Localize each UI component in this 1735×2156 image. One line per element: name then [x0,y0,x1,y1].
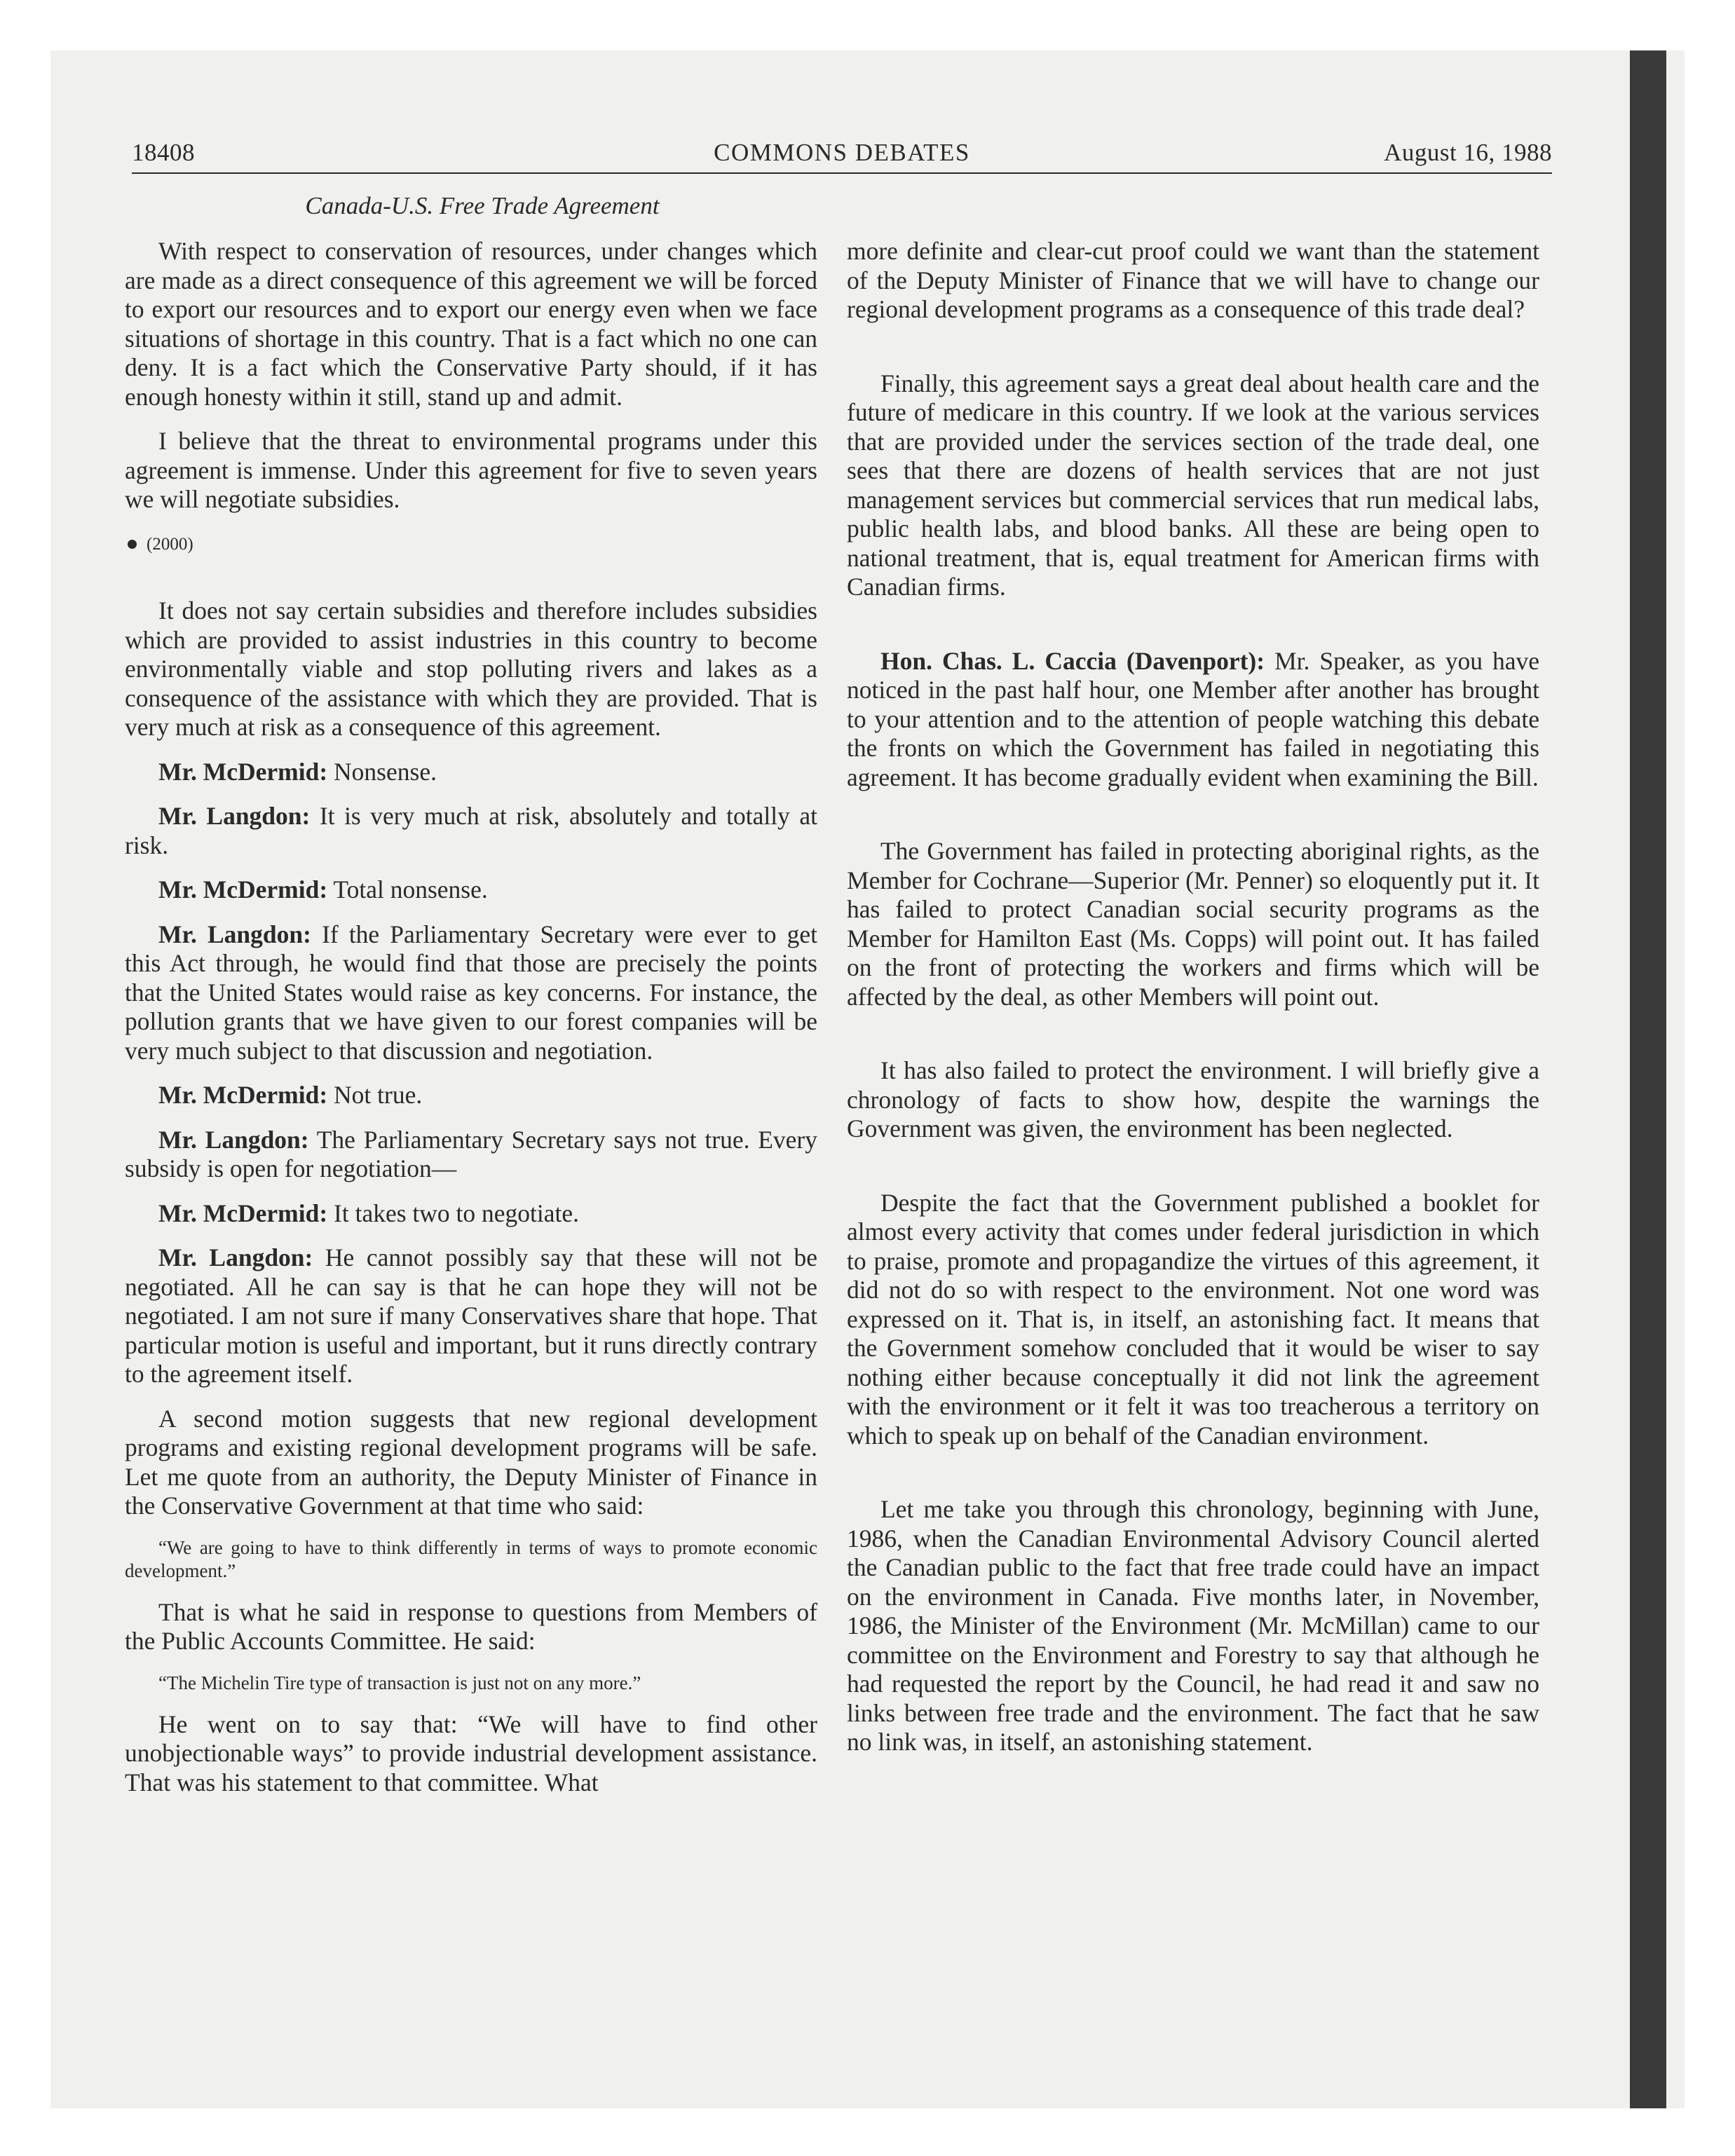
section-title: Canada-U.S. Free Trade Agreement [305,192,660,219]
speech-text: It takes two to negotiate. [327,1199,580,1227]
speech-entry [125,1126,817,1184]
speech-text: Not true. [327,1081,423,1109]
header-rule [132,172,1552,174]
bullet-icon [128,540,137,549]
speech-entry [125,875,817,905]
speech-text: The Parliamentary Secretary says not true. Every subsidy is open for negotiation— [125,1125,817,1182]
paragraph: A second motion suggests that new regional development programs and existing regional development programs will be safe. Let me quote from an authority, the Deputy Minister of Finance in the Conservative Government at that time who said: [125,1404,817,1520]
speech-entry [847,647,1539,793]
speaker-name: Mr. McDermid: [158,875,328,903]
left-column [125,237,817,1813]
paragraph: Finally, this agreement says a great deal about health care and the future of medicare in this country. If we look at the various services that are provided under the services section of the trade deal, one sees that there are dozens of health services that are not just management services but commercial services that run medical labs, public health labs, and blood banks. All these are being open to national treatment, that is, equal treatment for American firms with Canadian firms. [847,369,1539,601]
paragraph: Let me take you through this chronology, beginning with June, 1986, when the Canadian Environmental Advisory Council alerted the Canadian public to the fact that free trade could have an impact on the environment in Canada. Five months later, in November, 1986, the Minister of the Environment (Mr. McMillan) came to our committee on the Environment and Forestry to say that although he had requested the report by the Council, he had read it and saw no links between free trade and the environment. The fact that he saw no link was, in itself, an astonishing statement. [847,1495,1539,1756]
speech-text: Nonsense. [327,757,437,786]
paragraph: Despite the fact that the Government published a booklet for almost every activity that comes under federal jurisdiction in which to praise, promote and propagandize the virtues of this agreement, it did not do so with respect to the environment. Not one word was expressed on it. That is, in itself, an astonishing fact. It means that the Government somehow concluded that it would be wiser to say nothing either because conceptually it did not link the agreement with the environment or it felt it was too treacherous a territory on which to speak up on behalf of the Canadian environment. [847,1188,1539,1449]
publication-title: COMMONS DEBATES [714,139,970,166]
page-number: 18408 [132,139,195,166]
block-quote: “The Michelin Tire type of transaction is just not on any more.” [158,1672,641,1693]
speech-entry [125,1243,817,1389]
paragraph-continued: more definite and clear-cut proof could we want than the statement of the Deputy Minister of Finance that we will have to change our regional development programs as a consequence of this trade deal? [847,237,1539,323]
speaker-name: Mr. McDermid: [158,1199,328,1227]
speech-text: It is very much at risk, absolutely and totally at risk. [125,802,817,859]
paragraph: I believe that the threat to environmental programs under this agreement is immense. Under this agreement for five to seven years we will negotiate subsidies. [125,427,817,513]
speech-text: Total nonsense. [327,875,488,903]
scan-edge-bar [1630,50,1666,2108]
page-header [132,139,1552,174]
paragraph: That is what he said in response to questions from Members of the Public Accounts Committee. He said: [125,1597,817,1655]
speaker-name: Mr. McDermid: [158,1081,328,1109]
speech-entry [125,802,817,860]
paragraph: He went on to say that: “We will have to find other unobjectionable ways” to provide industrial development assistance. That was his statement to that committee. What [125,1710,817,1796]
speaker-name: Mr. Langdon: [158,920,311,948]
right-column [847,237,1539,1773]
speech-entry [125,1199,817,1229]
timestamp-marker [128,530,817,559]
speaker-name: Hon. Chas. L. Caccia (Davenport): [880,646,1265,675]
speaker-name: Mr. Langdon: [158,1125,309,1154]
speaker-name: Mr. Langdon: [158,802,311,830]
speech-text: Mr. Speaker, as you have noticed in the past half hour, one Member after another has brought to your attention and to the attention of people watching this debate the fronts on which the Government has failed in negotiating this agreement. It has become gradually evident when examining the Bill. [847,646,1539,791]
speaker-name: Mr. Langdon: [158,1243,313,1271]
paragraph: The Government has failed in protecting aboriginal rights, as the Member for Cochrane—Superior (Mr. Penner) so eloquently put it. It has failed to protect Canadian social security programs as the Member for Hamilton East (Ms. Copps) will point out. It has failed on the front of protecting the workers and firms which will be affected by the deal, as other Members will point out. [847,837,1539,1011]
speech-entry [125,758,817,787]
paragraph: With respect to conservation of resources, under changes which are made as a direct consequence of this agreement we will be forced to export our resources and to export our energy even when we face situations of shortage in this country. That is a fact which no one can deny. It is a fact which the Conservative Party should, if it has enough honesty within it still, stand up and admit. [125,237,817,411]
speech-text: He cannot possibly say that these will not be negotiated. All he can say is that he can hope they will not be negotiated. I am not sure if many Conservatives share that hope. That particular motion is useful and important, but it runs directly contrary to the agreement itself. [125,1243,817,1388]
speech-entry [125,920,817,1066]
timestamp: (2000) [147,534,193,554]
page-date: August 16, 1988 [1384,139,1552,166]
speech-text: If the Parliamentary Secretary were ever to get this Act through, he would find that those are precisely the points that the United States would raise as key concerns. For instance, the pollution grants that we have given to our forest companies will be very much subject to that discussion and negotiation. [125,920,817,1065]
paragraph: It does not say certain subsidies and therefore includes subsidies which are provided to assist industries in this country to become environmentally viable and stop polluting rivers and lakes as a consequence of the assistance with which they are provided. That is very much at risk as a consequence of this agreement. [125,596,817,741]
speech-entry [125,1081,817,1110]
paragraph: It has also failed to protect the environment. I will briefly give a chronology of facts to show how, despite the warnings the Government was given, the environment has been neglected. [847,1056,1539,1142]
speaker-name: Mr. McDermid: [158,757,328,786]
block-quote: “We are going to have to think differently in terms of ways to promote economic development.” [125,1536,817,1581]
